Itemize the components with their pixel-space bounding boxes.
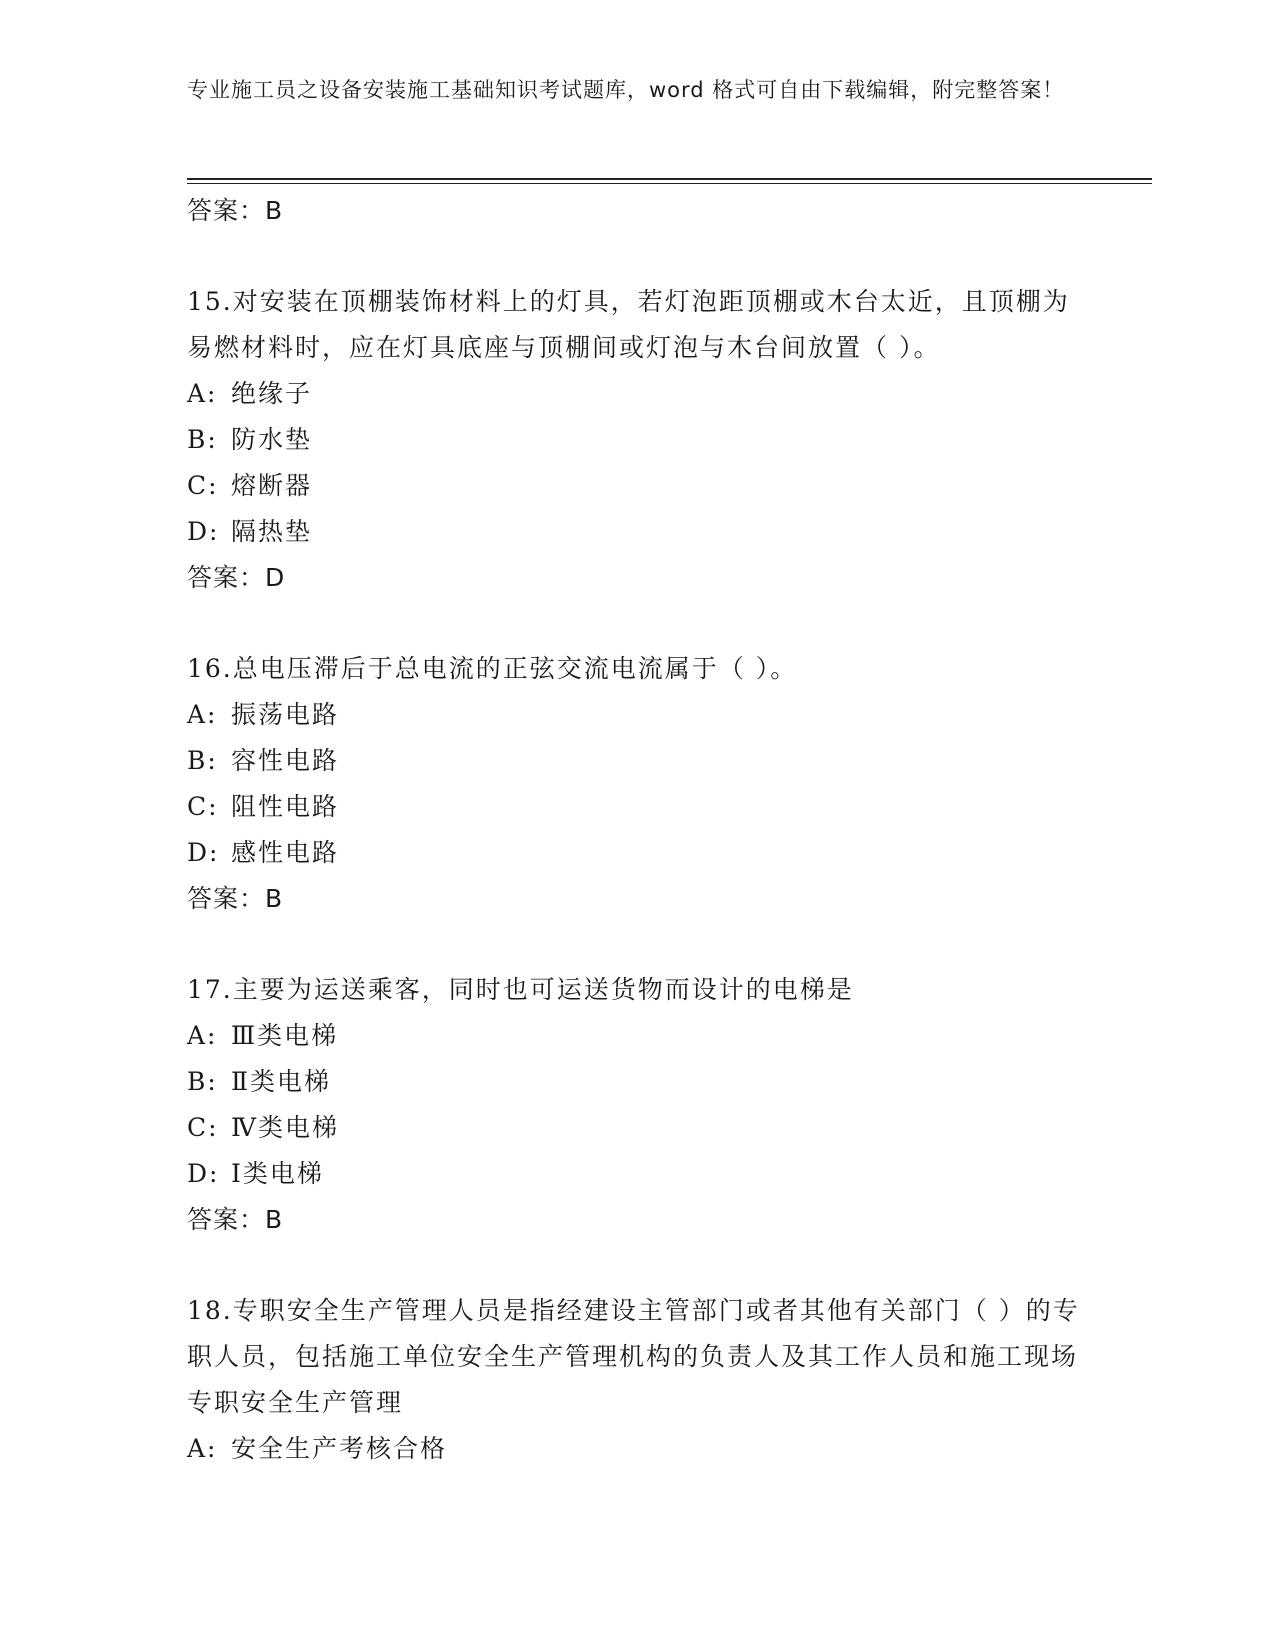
question-stem: 15.对安装在顶棚装饰材料上的灯具，若灯泡距顶棚或木台太近，且顶棚为易燃材料时，应在灯具底座与顶棚间或灯泡与木台间放置（ ）。: [187, 287, 1070, 362]
option-text: 绝缘子: [231, 379, 313, 408]
option-a: [187, 371, 1087, 417]
answer-17: 答案：B: [187, 1205, 284, 1234]
option-text: Ⅱ类电梯: [231, 1067, 331, 1096]
option-label: A:: [187, 1434, 218, 1463]
spacer: [187, 234, 1087, 279]
option-a: [187, 1426, 1087, 1472]
option-b: [187, 1059, 1087, 1105]
option-d: [187, 509, 1087, 555]
option-d: [187, 1151, 1087, 1197]
question-15: [187, 279, 1087, 601]
answer-16: 答案：B: [187, 884, 284, 913]
option-a: [187, 1013, 1087, 1059]
question-16: [187, 646, 1087, 922]
option-text: Ⅰ类电梯: [231, 1159, 324, 1188]
option-label: D:: [187, 517, 220, 546]
option-text: 感性电路: [231, 838, 340, 867]
option-label: C:: [187, 792, 219, 821]
question-list: [187, 188, 1087, 1472]
option-a: [187, 692, 1087, 738]
option-label: D:: [187, 838, 220, 867]
option-label: C:: [187, 471, 219, 500]
question-17: [187, 967, 1087, 1243]
answer-14: 答案：B: [187, 196, 284, 225]
option-label: B:: [187, 425, 218, 454]
option-text: 安全生产考核合格: [231, 1434, 448, 1463]
option-c: [187, 463, 1087, 509]
question-stem: 16.总电压滞后于总电流的正弦交流电流属于（ ）。: [187, 654, 798, 683]
option-c: [187, 1105, 1087, 1151]
option-text: 振荡电路: [231, 700, 340, 729]
document-header: 专业施工员之设备安装施工基础知识考试题库，word 格式可自由下载编辑，附完整答案！: [187, 78, 1065, 102]
option-d: [187, 830, 1087, 876]
option-text: 阻性电路: [231, 792, 340, 821]
option-text: 容性电路: [231, 746, 340, 775]
option-label: A:: [187, 379, 218, 408]
option-b: [187, 738, 1087, 784]
spacer: [187, 922, 1087, 967]
option-text: Ⅳ类电梯: [231, 1113, 339, 1142]
option-label: D:: [187, 1159, 220, 1188]
question-stem: 17.主要为运送乘客，同时也可运送货物而设计的电梯是: [187, 975, 854, 1004]
option-label: B:: [187, 746, 218, 775]
question-stem: 18.专职安全生产管理人员是指经建设主管部门或者其他有关部门（ ）的专职人员，包括施工单位安全生产管理机构的负责人及其工作人员和施工现场专职安全生产管理: [187, 1296, 1080, 1417]
option-text: Ⅲ类电梯: [231, 1021, 339, 1050]
option-text: 防水垫: [231, 425, 313, 454]
question-18: [187, 1288, 1087, 1472]
option-label: B:: [187, 1067, 218, 1096]
option-label: C:: [187, 1113, 219, 1142]
option-label: A:: [187, 700, 218, 729]
answer-15: 答案：D: [187, 563, 286, 592]
option-label: A:: [187, 1021, 218, 1050]
header-divider-thin: [187, 183, 1152, 184]
spacer: [187, 1243, 1087, 1288]
option-text: 熔断器: [231, 471, 313, 500]
option-text: 隔热垫: [231, 517, 313, 546]
option-b: [187, 417, 1087, 463]
spacer: [187, 601, 1087, 646]
header-divider-thick: [187, 178, 1152, 180]
option-c: [187, 784, 1087, 830]
